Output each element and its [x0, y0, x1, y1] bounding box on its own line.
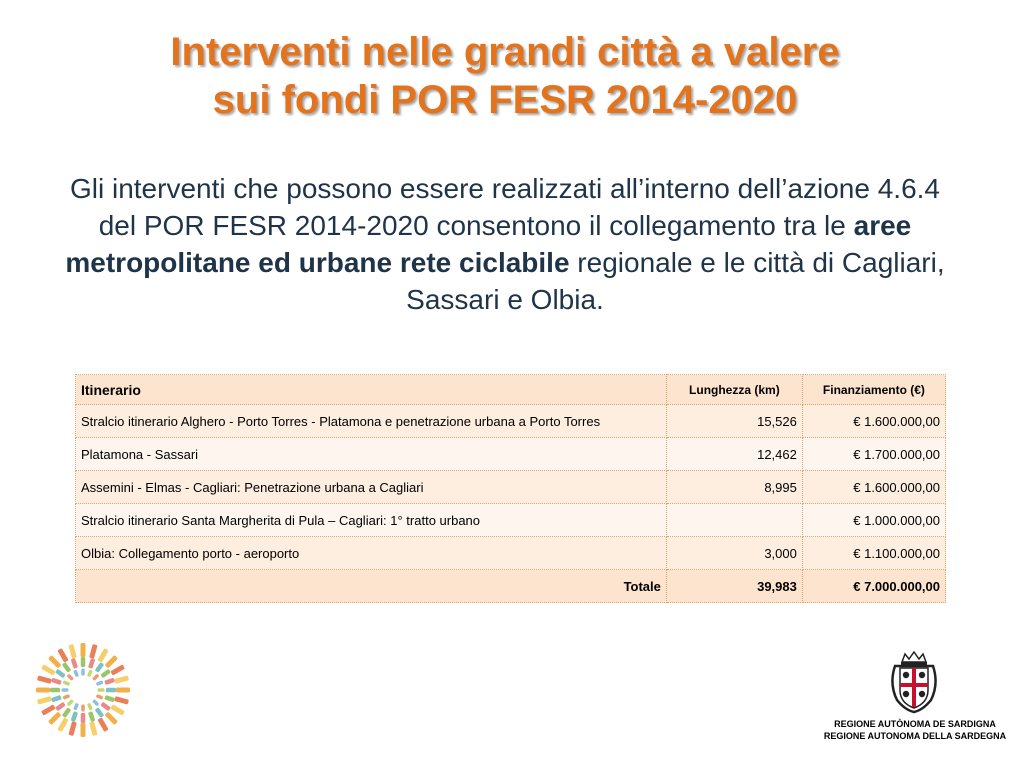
rosette-petal	[88, 711, 95, 722]
rosette-center	[73, 680, 93, 700]
total-label: Totale	[76, 570, 667, 603]
rosette-petal	[100, 669, 111, 679]
rosette-petal	[57, 717, 68, 732]
rosette-petal	[51, 695, 62, 702]
rosette-petal	[55, 669, 66, 679]
rosette-petal	[87, 669, 93, 677]
rosette-petal	[81, 723, 86, 737]
sardinia-coat-of-arms-icon	[885, 650, 943, 714]
rosette-petal	[88, 658, 95, 669]
cell-finanziamento: € 1.600.000,00	[802, 405, 945, 438]
total-lunghezza: 39,983	[666, 570, 802, 603]
rosette-petal	[106, 688, 116, 693]
itinerary-table	[75, 374, 946, 603]
table-row	[76, 537, 946, 570]
total-finanziamento: € 7.000.000,00	[802, 570, 945, 603]
rosette-petal	[92, 699, 99, 706]
rosette-petal	[51, 678, 62, 685]
table-row	[76, 504, 946, 537]
cell-itinerario: Stralcio itinerario Santa Margherita di Pula – Cagliari: 1° tratto urbano	[76, 504, 667, 537]
cell-finanziamento: € 1.000.000,00	[802, 504, 945, 537]
cell-lunghezza	[666, 504, 802, 537]
rosette-petal	[105, 712, 118, 725]
rosette-petal	[89, 721, 97, 736]
rosette-petal	[110, 664, 125, 675]
rosette-petal	[71, 658, 78, 669]
rosette-petal	[62, 688, 69, 692]
cell-lunghezza: 3,000	[666, 537, 802, 570]
cell-itinerario: Olbia: Collegamento porto - aeroporto	[76, 537, 667, 570]
rosette-petal	[98, 688, 105, 692]
rosette-petal	[104, 678, 115, 685]
rosette-petal	[41, 704, 56, 715]
rosette-petal	[37, 675, 52, 683]
region-name	[820, 718, 1010, 742]
rosette-petal	[48, 655, 61, 668]
rosette-petal	[73, 669, 79, 677]
rosette-petal	[81, 643, 86, 657]
header-lunghezza: Lunghezza (km)	[666, 375, 802, 405]
intro-paragraph	[60, 170, 950, 318]
intro-text-bold: aree metropolitane ed urbane rete ciclabile	[65, 210, 912, 278]
intro-text-part-1: Gli interventi che possono essere realizzati all’interno dell’azione 4.6.4 del POR FESR 2014-2020 consentono il collegamento tra le	[69, 173, 941, 241]
rosette-petal	[55, 702, 66, 712]
table-row	[76, 438, 946, 471]
rosette-petal	[50, 688, 60, 693]
rosette-petal	[62, 680, 70, 686]
cell-lunghezza: 8,995	[666, 471, 802, 504]
header-finanziamento: Finanziamento (€)	[802, 375, 945, 405]
rosette-petal	[104, 695, 115, 702]
cell-itinerario: Platamona - Sassari	[76, 438, 667, 471]
rosette-petal	[114, 675, 129, 683]
rosette-petal	[116, 688, 130, 693]
region-name-line-1: REGIONE AUTÒNOMA DE SARDIGNA	[834, 719, 996, 729]
rosette-petal	[67, 674, 74, 681]
header-itinerario: Itinerario	[76, 375, 667, 405]
table-row	[76, 471, 946, 504]
rosette-petal	[105, 655, 118, 668]
table-header-row	[76, 375, 946, 405]
rosette-petal	[68, 721, 76, 736]
cell-lunghezza: 15,526	[666, 405, 802, 438]
cell-finanziamento: € 1.600.000,00	[802, 471, 945, 504]
rosette-petal	[97, 717, 108, 732]
rosette-petal	[81, 705, 85, 712]
slide-title	[0, 28, 1010, 124]
rosette-petal	[41, 664, 56, 675]
rosette-petal	[62, 662, 72, 673]
rosette-petal	[37, 696, 52, 704]
rosette-petal	[62, 707, 72, 718]
intro-text-part-2: regionale e le città di Cagliari, Sassari e Olbia.	[406, 247, 945, 315]
slide-title-line-2: sui fondi POR FESR 2014-2020	[212, 78, 798, 122]
slide-title-line-1: Interventi nelle grandi città a valere	[170, 30, 840, 74]
rosette-petal	[81, 657, 86, 667]
rosette-petal	[96, 694, 104, 700]
rosette-petal	[36, 688, 50, 693]
rosette-petal	[95, 707, 105, 718]
rosette-petal	[67, 699, 74, 706]
rosette-petal	[57, 648, 68, 663]
rosette-petal	[89, 644, 97, 659]
rosette-petal	[81, 669, 85, 676]
rosette-petal	[100, 702, 111, 712]
rosette-petal	[48, 712, 61, 725]
table-row	[76, 405, 946, 438]
cell-itinerario: Assemini - Elmas - Cagliari: Penetrazione urbana a Cagliari	[76, 471, 667, 504]
rosette-logo	[33, 640, 133, 740]
rosette-petal	[81, 713, 86, 723]
cell-finanziamento: € 1.700.000,00	[802, 438, 945, 471]
region-name-line-2: REGIONE AUTONOMA DELLA SARDEGNA	[823, 731, 1007, 741]
rosette-petal	[73, 703, 79, 711]
rosette-petal	[68, 644, 76, 659]
cell-lunghezza: 12,462	[666, 438, 802, 471]
rosette-petal	[97, 648, 108, 663]
cell-finanziamento: € 1.100.000,00	[802, 537, 945, 570]
rosette-petal	[71, 711, 78, 722]
rosette-petal	[110, 704, 125, 715]
table-total-row	[76, 570, 946, 603]
rosette-petal	[87, 703, 93, 711]
rosette-petal	[96, 680, 104, 686]
rosette-petal	[62, 694, 70, 700]
rosette-petal	[92, 674, 99, 681]
cell-itinerario: Stralcio itinerario Alghero - Porto Torres - Platamona e penetrazione urbana a Porto Torres	[76, 405, 667, 438]
rosette-petal	[114, 696, 129, 704]
rosette-petal	[95, 662, 105, 673]
